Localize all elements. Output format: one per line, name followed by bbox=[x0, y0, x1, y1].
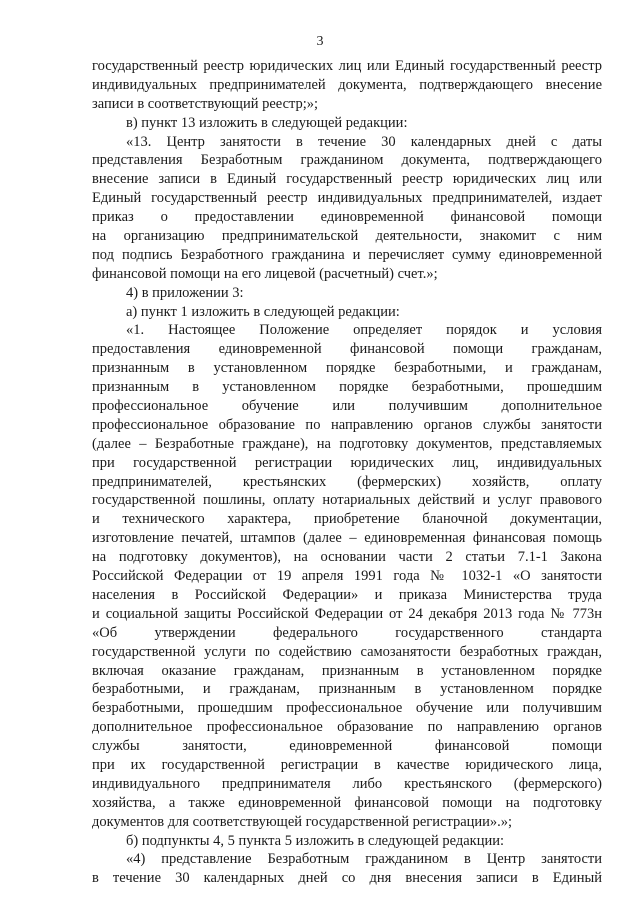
document-line: дополнительное профессиональное образование по направлению органов bbox=[92, 719, 602, 736]
document-line: а) пункт 1 изложить в следующей редакции: bbox=[126, 303, 400, 320]
document-line: государственный реестр юридических лиц или Единый государственный реестр bbox=[92, 58, 602, 74]
document-line: индивидуальных предпринимателей документа, подтверждающего внесение bbox=[92, 76, 602, 93]
document-line: и социальной защиты Российской Федерации от 24 декабря 2013 года № 773н bbox=[92, 605, 602, 622]
document-line: «13. Центр занятости в течение 30 календарных дней с даты bbox=[126, 133, 602, 150]
document-line: под подпись Безработного гражданина и перечисляет сумму единовременной bbox=[92, 246, 602, 263]
page-number: 3 bbox=[316, 34, 324, 49]
document-line: при государственной регистрации юридических лиц, индивидуальных bbox=[92, 454, 602, 471]
document-line: государственной услуги по содействию самозанятости безработных граждан, bbox=[92, 643, 602, 660]
document-line: в) пункт 13 изложить в следующей редакции: bbox=[126, 114, 408, 131]
document-line: предоставления единовременной финансовой помощи гражданам, bbox=[92, 341, 602, 358]
document-line: хозяйства, а также единовременной финансовой помощи на подготовку bbox=[92, 794, 602, 811]
document-line: и технического характера, приобретение бланочной документации, bbox=[92, 511, 602, 528]
document-line: финансовой помощи на его лицевой (расчетный) счет.»; bbox=[92, 265, 438, 282]
document-line: «4) представление Безработным гражданином в Центр занятости bbox=[126, 851, 602, 868]
document-line: при их государственной регистрации в качестве юридического лица, bbox=[92, 756, 602, 773]
document-line: признанным в установленном порядке безработными, и гражданам, bbox=[92, 360, 602, 377]
document-line: Единый государственный реестр индивидуальных предпринимателей, издает bbox=[92, 190, 602, 207]
document-line: 4) в приложении 3: bbox=[126, 284, 244, 301]
document-line: «Об утверждении федерального государственного стандарта bbox=[92, 624, 602, 641]
document-line: предпринимателей, крестьянских (фермерских) хозяйств, оплату bbox=[92, 473, 602, 490]
document-line: признанным в установленном порядке безработными, прошедшим bbox=[92, 379, 602, 396]
document-line: индивидуального предпринимателя либо крестьянского (фермерского) bbox=[92, 775, 602, 792]
document-line: изготовление печатей, штампов (далее – единовременная финансовая помощь bbox=[92, 530, 602, 547]
document-line: на подготовку документов), на основании части 2 статьи 7.1-1 Закона bbox=[92, 549, 602, 566]
document-line: «1. Настоящее Положение определяет порядок и условия bbox=[126, 322, 602, 339]
document-line: б) подпункты 4, 5 пункта 5 изложить в следующей редакции: bbox=[126, 832, 505, 849]
document-line: в течение 30 календарных дней со дня внесения записи в Единый bbox=[92, 870, 602, 887]
document-line: включая оказание гражданам, признанным в установленном порядке bbox=[92, 662, 602, 679]
document-line: представления Безработным гражданином документа, подтверждающего bbox=[92, 152, 602, 169]
document-line: государственной пошлины, оплату нотариальных действий и услуг правового bbox=[92, 492, 602, 509]
document-line: приказ о предоставлении единовременной финансовой помощи bbox=[92, 209, 602, 226]
document-line: профессиональное образование по направлению органов службы занятости bbox=[92, 416, 602, 433]
document-line: документов для соответствующей государственной регистрации».»; bbox=[92, 813, 513, 830]
document-line: профессиональное обучение или получившим дополнительное bbox=[92, 398, 602, 415]
document-line: записи в соответствующий реестр;»; bbox=[92, 95, 319, 112]
document-line: населения в Российской Федерации» и приказа Министерства труда bbox=[92, 586, 602, 603]
document-line: внесение записи в Единый государственный реестр юридических лиц или bbox=[92, 171, 602, 188]
document-line: безработными, прошедшим профессиональное обучение или получившим bbox=[92, 700, 602, 717]
document-body bbox=[92, 57, 602, 888]
document-line: на организацию предпринимательской деятельности, знакомит с ним bbox=[92, 228, 602, 245]
document-line: Российской Федерации от 19 апреля 1991 года № 1032-1 «О занятости bbox=[92, 568, 602, 585]
document-line: службы занятости, единовременной финансовой помощи bbox=[92, 738, 602, 755]
document-line: безработными, и гражданам, признанным в установленном порядке bbox=[92, 681, 602, 698]
document-line: (далее – Безработные граждане), на подготовку документов, представляемых bbox=[92, 435, 602, 452]
